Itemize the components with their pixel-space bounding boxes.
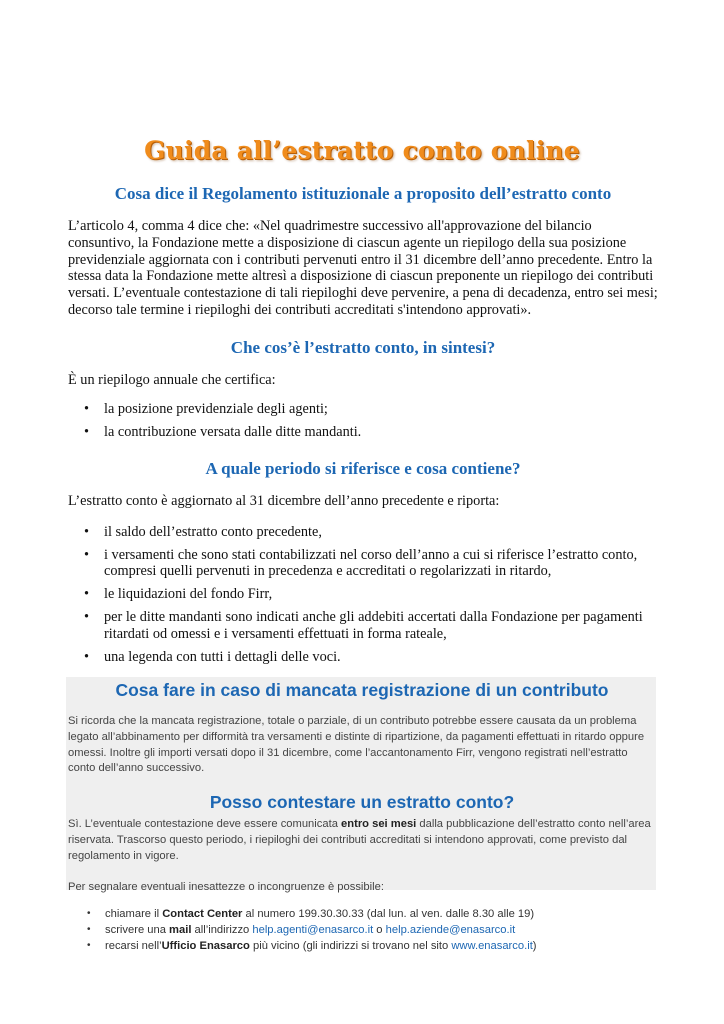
section-paragraph: L’articolo 4, comma 4 dice che: «Nel quadrimestre successivo all'approvazione del bilancio consuntivo, la Fondazione mette a disposizione di ciascun agente un riepilogo della sua posizione previdenziale aggiornata con i contributi pervenuti entro il 31 dicembre dell’anno precedente. Entro la stessa data la Fondazione mette altresì a disposizione di ciascun preponente un riepilogo dei contributi versati. L’eventuale contestazione di tali riepiloghi deve pervenire, a pena di decadenza, entro sei mesi; decorso tale termine i riepiloghi dei contributi accreditati s'intendono approvati».: [68, 218, 658, 318]
list-item: • la contribuzione versata dalle ditte mandanti.: [68, 424, 658, 441]
section-sintesi: [68, 338, 658, 446]
email-link-agenti[interactable]: help.agenti@enasarco.it: [252, 924, 374, 937]
list-item: • le liquidazioni del fondo Firr,: [68, 586, 658, 603]
section-paragraph: Per segnalare eventuali inesattezze o incongruenze è possibile:: [68, 881, 384, 894]
section-heading: Posso contestare un estratto conto?: [209, 792, 515, 812]
document-title: Guida all’estratto conto online: [144, 136, 580, 165]
section-paragraph: Sì. L’eventuale contestazione deve essere comunicata entro sei mesi dalla pubblicazione dell’estratto conto nell’area riservata. Trascorso questo periodo, i riepiloghi dei contributi accreditati si intendono approvati, come previsto dal regolamento in vigore.: [68, 818, 651, 862]
contact-item-phone: • chiamare il Contact Center al numero 199.30.30.33 (dal lun. al ven. dalle 8.30 alle 19): [68, 906, 668, 922]
contact-item-mail: • scrivere una mail all’indirizzo help.agenti@enasarco.it o help.aziende@enasarco.it: [68, 922, 668, 938]
section-intro: È un riepilogo annuale che certifica:: [68, 372, 276, 388]
bullet-list: [68, 524, 658, 666]
section-intro: L’estratto conto è aggiornato al 31 dicembre dell’anno precedente e riporta:: [68, 493, 500, 509]
contact-item-office: • recarsi nell’Ufficio Enasarco più vicino (gli indirizzi si trovano nel sito www.enasarco.it): [68, 938, 668, 954]
list-item: • il saldo dell’estratto conto precedente,: [68, 524, 658, 541]
section-regolamento: [68, 184, 658, 319]
section-periodo: [68, 459, 658, 671]
list-item: • una legenda con tutti i dettagli delle voci.: [68, 649, 658, 666]
section-paragraph: Si ricorda che la mancata registrazione, totale o parziale, di un contributo potrebbe essere causata da un problema legato all’abbinamento per difformità tra versamenti e distinte di ripartizione, da pagamenti effettuati in ritardo oppure omessi. Inoltre gli importi versati dopo il 31 dicembre, come l’accantonamento Firr, vengono registrati nell’estratto conto dell’anno successivo.: [68, 715, 645, 775]
list-item: • per le ditte mandanti sono indicati anche gli addebiti accertati dalla Fondazione per pagamenti ritardati od omessi e i versamenti effettuati in forma rateale,: [68, 609, 658, 643]
email-link-aziende[interactable]: help.aziende@enasarco.it: [385, 924, 516, 937]
list-item: • i versamenti che sono stati contabilizzati nel corso dell’anno a cui si riferisce l’estratto conto, compresi quelli pervenuti in precedenza e accreditati o regolarizzati in ritardo,: [68, 547, 658, 581]
section-heading: A quale periodo si riferisce e cosa contiene?: [205, 459, 521, 478]
emphasis: entro sei mesi: [341, 818, 417, 830]
bullet-list: [68, 401, 658, 441]
section-mancata-registrazione: [68, 680, 656, 777]
list-item: • la posizione previdenziale degli agenti;: [68, 401, 658, 418]
website-link[interactable]: www.enasarco.it: [451, 940, 533, 953]
section-heading: Cosa fare in caso di mancata registrazione di un contributo: [115, 680, 609, 700]
section-heading: Cosa dice il Regolamento istituzionale a proposito dell’estratto conto: [114, 184, 612, 203]
section-contestazione: [68, 792, 656, 896]
contact-list: [68, 906, 668, 955]
section-heading: Che cos’è l’estratto conto, in sintesi?: [230, 338, 496, 357]
contact-section: [68, 906, 668, 955]
